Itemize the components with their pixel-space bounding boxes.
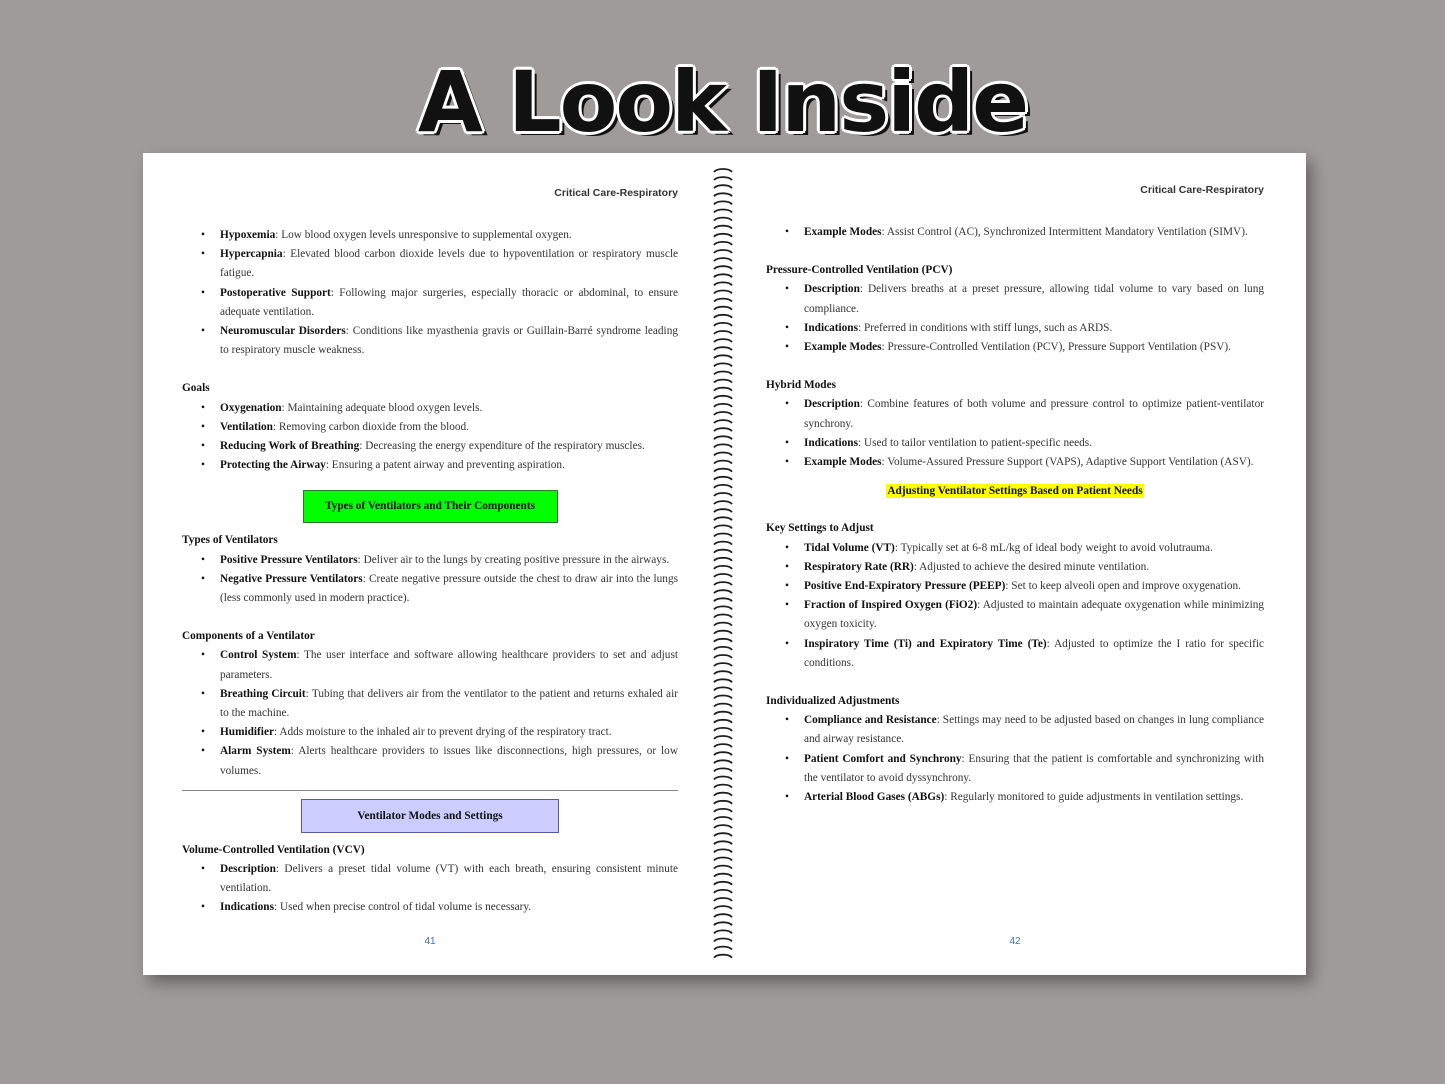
list-item-term: Hypercapnia: [220, 248, 283, 261]
divider: [182, 790, 678, 791]
types-list: [182, 551, 678, 609]
list-item: [182, 723, 678, 742]
list-item: [766, 788, 1264, 807]
banner-title: A Look Inside: [417, 53, 1028, 151]
spiral-coil: [714, 679, 732, 682]
spiral-coil: [714, 655, 732, 658]
spiral-coil: [714, 218, 732, 221]
list-item-text: : Volume-Assured Pressure Support (VAPS), Adaptive Support Ventilation (ASV).: [881, 456, 1254, 469]
spiral-coil: [714, 307, 732, 310]
list-item: [182, 685, 678, 723]
list-item: [182, 860, 678, 898]
list-item-term: Tidal Volume (VT): [804, 541, 895, 554]
list-item: [182, 245, 678, 283]
spiral-coil: [714, 282, 732, 285]
spiral-coil: [714, 728, 732, 731]
list-item-text: : Tubing that delivers air from the ventilator to the patient and returns exhaled air to the machine.: [220, 687, 678, 720]
spiral-coil: [714, 582, 732, 585]
spiral-coil: [714, 793, 732, 796]
individualized-list: [766, 711, 1264, 807]
spiral-coil: [714, 906, 732, 909]
list-item: [182, 322, 678, 360]
list-item-term: Humidifier: [220, 726, 274, 739]
list-item-text: : Alerts healthcare providers to issues like disconnections, high pressures, or low volumes.: [220, 745, 678, 777]
list-item-term: Breathing Circuit: [220, 687, 306, 700]
list-item: [182, 570, 678, 608]
list-item-text: : Following major surgeries, especially thoracic or abdominal, to ensure adequate ventilation.: [220, 286, 679, 318]
section-heading-key-settings: Key Settings to Adjust: [766, 522, 874, 535]
list-item: [766, 223, 1264, 242]
spiral-coil: [714, 258, 732, 261]
spiral-coil: [714, 469, 732, 472]
spiral-coil: [714, 201, 732, 204]
list-item: [182, 437, 678, 456]
spiral-coil: [714, 566, 732, 569]
list-item-term: Positive End-Expiratory Pressure (PEEP): [804, 580, 1006, 593]
list-item-term: Description: [220, 863, 276, 876]
list-item-text: : Elevated blood carbon dioxide levels due to hypoventilation or respiratory muscle fatigue.: [220, 248, 678, 280]
left-page-content: [182, 226, 678, 918]
spiral-coil: [714, 266, 732, 269]
spiral-coil: [714, 177, 732, 180]
list-item: [766, 596, 1264, 634]
list-item-text: : Conditions like myasthenia gravis or Guillain-Barré syndrome leading to respiratory muscle weakness.: [220, 325, 678, 357]
spiral-coil: [714, 631, 732, 634]
list-item-term: Fraction of Inspired Oxygen (FiO2): [804, 599, 978, 612]
spiral-coil: [714, 777, 732, 780]
list-item-term: Patient Comfort and Synchrony: [804, 752, 962, 765]
spiral-coil: [714, 477, 732, 480]
spiral-coil: [714, 339, 732, 342]
list-item-text: : Maintaining adequate blood oxygen levels.: [281, 401, 483, 414]
list-item: [766, 338, 1264, 357]
spiral-coil: [714, 606, 732, 609]
section-heading-goals: Goals: [182, 382, 210, 395]
spiral-coil: [714, 785, 732, 788]
spiral-coil: [714, 874, 732, 877]
spiral-coil: [714, 882, 732, 885]
list-item: [182, 551, 678, 570]
section-heading-individualized: Individualized Adjustments: [766, 695, 900, 708]
list-item-text: : Delivers a preset tidal volume (VT) with each breath, ensuring consistent minute ventilation.: [220, 863, 678, 895]
list-item-text: : Combine features of both volume and pressure control to optimize patient-ventilator synchrony.: [804, 398, 1264, 430]
section-highlight-adjusting: Adjusting Ventilator Settings Based on Patient Needs: [887, 485, 1143, 498]
spiral-coil: [714, 898, 732, 901]
list-item: [766, 539, 1264, 558]
list-item: [766, 453, 1264, 472]
spiral-coil: [714, 420, 732, 423]
list-item-text: : Used when precise control of tidal volume is necessary.: [274, 901, 532, 914]
list-item: [766, 635, 1264, 673]
spiral-coil: [714, 534, 732, 537]
spiral-coil: [714, 825, 732, 828]
list-item-term: Description: [804, 283, 860, 296]
list-item-text: : Deliver air to the lungs by creating positive pressure in the airways.: [357, 553, 670, 566]
list-item-text: : Low blood oxygen levels unresponsive to supplemental oxygen.: [275, 229, 572, 241]
list-item-text: : Typically set at 6-8 mL/kg of ideal body weight to avoid volutrauma.: [894, 541, 1213, 554]
spiral-coil: [714, 210, 732, 213]
spiral-coil: [714, 428, 732, 431]
spiral-coil: [714, 574, 732, 577]
list-item-text: : Adjusted to optimize the I ratio for specific conditions.: [804, 637, 1265, 669]
section-box-modes: Ventilator Modes and Settings: [301, 799, 559, 833]
spiral-coil: [714, 809, 732, 812]
list-item-term: Oxygenation: [220, 401, 282, 414]
running-head: Critical Care-Respiratory: [1140, 184, 1264, 196]
list-item-term: Example Modes: [804, 226, 882, 238]
list-item: [766, 280, 1264, 318]
list-item-text: : Ensuring that the patient is comfortable and synchronizing with the ventilator to avoid dyssynchrony.: [804, 752, 1265, 784]
list-item-term: Postoperative Support: [220, 286, 331, 299]
spiral-coil: [714, 647, 732, 650]
spiral-coil: [714, 453, 732, 456]
list-item-text: : Adjusted to achieve the desired minute ventilation.: [913, 560, 1150, 573]
spiral-coil: [714, 493, 732, 496]
section-heading-vcv: Volume-Controlled Ventilation (VCV): [182, 843, 365, 856]
spiral-coil: [714, 485, 732, 488]
spiral-binding: [711, 167, 735, 963]
spiral-coil: [714, 696, 732, 699]
spiral-coil: [714, 542, 732, 545]
list-item: [182, 399, 678, 418]
list-item-text: : Removing carbon dioxide from the blood.: [272, 420, 470, 433]
list-item-text: : Preferred in conditions with stiff lungs, such as ARDS.: [858, 321, 1113, 334]
section-heading-pcv: Pressure-Controlled Ventilation (PCV): [766, 264, 953, 277]
list-item: [766, 750, 1264, 788]
spiral-coil: [714, 550, 732, 553]
spiral-coil: [714, 412, 732, 415]
section-heading-components: Components of a Ventilator: [182, 630, 315, 643]
list-item: [766, 558, 1264, 577]
list-item-term: Example Modes: [804, 456, 882, 469]
list-item-text: : Settings may need to be adjusted based on changes in lung compliance and airway resistance.: [804, 714, 1264, 746]
list-item-text: : Create negative pressure outside the chest to draw air into the lungs (less commonly used in modern practice).: [220, 572, 679, 605]
spiral-coil: [714, 517, 732, 520]
list-item: [182, 226, 678, 245]
spiral-coil: [714, 914, 732, 917]
list-item: [766, 319, 1264, 338]
spiral-coil: [714, 525, 732, 528]
vcv-list: [182, 860, 678, 918]
spiral-coil: [714, 744, 732, 747]
list-item: [766, 577, 1264, 596]
spiral-coil: [714, 396, 732, 399]
spiral-coil: [714, 930, 732, 933]
spiral-coil: [714, 704, 732, 707]
page-number: 41: [424, 936, 436, 947]
page-number: 42: [1009, 936, 1021, 947]
spiral-coil: [714, 347, 732, 350]
list-item-text: : The user interface and software allowing healthcare providers to set and adjust parameters.: [220, 649, 678, 681]
spiral-coil: [714, 939, 732, 942]
spiral-coil: [714, 687, 732, 690]
spiral-coil: [714, 250, 732, 253]
spiral-coil: [714, 752, 732, 755]
spiral-coil: [714, 639, 732, 642]
spiral-coil: [714, 461, 732, 464]
list-item: [766, 434, 1264, 453]
pcv-list: [766, 280, 1264, 357]
spiral-coil: [714, 185, 732, 188]
spiral-coil: [714, 760, 732, 763]
spiral-coils-icon: [711, 167, 735, 963]
spiral-coil: [714, 890, 732, 893]
list-item-term: Description: [804, 398, 860, 411]
spiral-coil: [714, 501, 732, 504]
list-item-term: Protecting the Airway: [220, 459, 326, 472]
spiral-coil: [714, 598, 732, 601]
spiral-coil: [714, 323, 732, 326]
list-item-term: Indications: [220, 901, 274, 914]
spiral-coil: [714, 315, 732, 318]
spiral-coil: [714, 558, 732, 561]
spiral-coil: [714, 712, 732, 715]
list-item-text: : Assist Control (AC), Synchronized Intermittent Mandatory Ventilation (SIMV).: [881, 226, 1248, 238]
list-item-term: Respiratory Rate (RR): [804, 560, 914, 573]
section-heading-hybrid: Hybrid Modes: [766, 379, 836, 392]
spiral-coil: [714, 922, 732, 925]
list-item-text: : Delivers breaths at a preset pressure, allowing tidal volume to vary based on lung compliance.: [804, 283, 1264, 315]
list-item-term: Reducing Work of Breathing: [220, 440, 360, 453]
spiral-coil: [714, 509, 732, 512]
spiral-coil: [714, 274, 732, 277]
list-item: [766, 711, 1264, 749]
spiral-coil: [714, 331, 732, 334]
list-item-term: Neuromuscular Disorders: [220, 325, 346, 338]
spiral-coil: [714, 663, 732, 666]
list-item-text: : Adds moisture to the inhaled air to prevent drying of the respiratory tract.: [273, 726, 612, 739]
spiral-coil: [714, 299, 732, 302]
list-item-text: : Pressure-Controlled Ventilation (PCV), Pressure Support Ventilation (PSV).: [881, 341, 1231, 354]
spiral-coil: [714, 291, 732, 294]
spiral-coil: [714, 849, 732, 852]
spiral-coil: [714, 436, 732, 439]
list-item-term: Ventilation: [220, 420, 273, 433]
spiral-coil: [714, 833, 732, 836]
spiral-coil: [714, 444, 732, 447]
spiral-coil: [714, 947, 732, 950]
running-head: Critical Care-Respiratory: [554, 187, 678, 199]
list-item-term: Control System: [220, 649, 297, 662]
list-item: [182, 898, 678, 917]
list-item-term: Arterial Blood Gases (ABGs): [804, 791, 945, 804]
list-item-text: : Used to tailor ventilation to patient-specific needs.: [858, 436, 1093, 449]
spiral-coil: [714, 623, 732, 626]
spiral-coil: [714, 380, 732, 383]
spiral-coil: [714, 768, 732, 771]
section-box-types: Types of Ventilators and Their Components: [303, 490, 558, 523]
spiral-coil: [714, 736, 732, 739]
spiral-coil: [714, 355, 732, 358]
list-item-term: Negative Pressure Ventilators: [220, 572, 363, 585]
intro-list: [182, 226, 678, 360]
spiral-coil: [714, 671, 732, 674]
spiral-coil: [714, 226, 732, 229]
spiral-coil: [714, 615, 732, 618]
list-item-term: Indications: [804, 321, 858, 334]
right-page-content: [766, 223, 1264, 807]
list-item-text: : Decreasing the energy expenditure of the respiratory muscles.: [359, 440, 645, 453]
right-page: [766, 153, 1264, 975]
list-item-term: Example Modes: [804, 341, 882, 354]
list-item-term: Alarm System: [220, 745, 291, 758]
hybrid-list: [766, 395, 1264, 472]
list-item-text: : Set to keep alveoli open and improve oxygenation.: [1005, 580, 1241, 593]
spiral-coil: [714, 801, 732, 804]
list-item-text: : Regularly monitored to guide adjustments in ventilation settings.: [944, 791, 1244, 804]
spiral-coil: [714, 866, 732, 869]
list-item-term: Hypoxemia: [220, 229, 276, 241]
section-heading-types: Types of Ventilators: [182, 534, 278, 547]
spiral-coil: [714, 169, 732, 172]
list-item-term: Inspiratory Time (Ti) and Expiratory Time (Te): [804, 637, 1047, 650]
spiral-coil: [714, 841, 732, 844]
spiral-coil: [714, 720, 732, 723]
list-item: [182, 456, 678, 475]
book-spread: [143, 153, 1306, 975]
spiral-coil: [714, 404, 732, 407]
spiral-coil: [714, 388, 732, 391]
spiral-coil: [714, 955, 732, 958]
list-item-term: Positive Pressure Ventilators: [220, 553, 358, 566]
intro-list: [766, 223, 1264, 242]
list-item-text: : Ensuring a patent airway and preventing aspiration.: [325, 459, 565, 472]
list-item-term: Compliance and Resistance: [804, 714, 937, 727]
spiral-coil: [714, 817, 732, 820]
spiral-coil: [714, 363, 732, 366]
spiral-coil: [714, 590, 732, 593]
list-item: [182, 284, 678, 322]
list-item: [182, 742, 678, 780]
goals-list: [182, 399, 678, 476]
left-page: [182, 153, 678, 975]
list-item: [182, 418, 678, 437]
list-item-term: Indications: [804, 436, 858, 449]
components-list: [182, 646, 678, 780]
section-highlight-wrap: [766, 482, 1264, 501]
key-settings-list: [766, 539, 1264, 673]
spiral-coil: [714, 193, 732, 196]
list-item: [182, 646, 678, 684]
spiral-coil: [714, 372, 732, 375]
list-item-text: : Adjusted to maintain adequate oxygenation while minimizing oxygen toxicity.: [804, 599, 1265, 631]
spiral-coil: [714, 242, 732, 245]
spiral-coil: [714, 234, 732, 237]
spiral-coil: [714, 858, 732, 861]
list-item: [766, 395, 1264, 433]
